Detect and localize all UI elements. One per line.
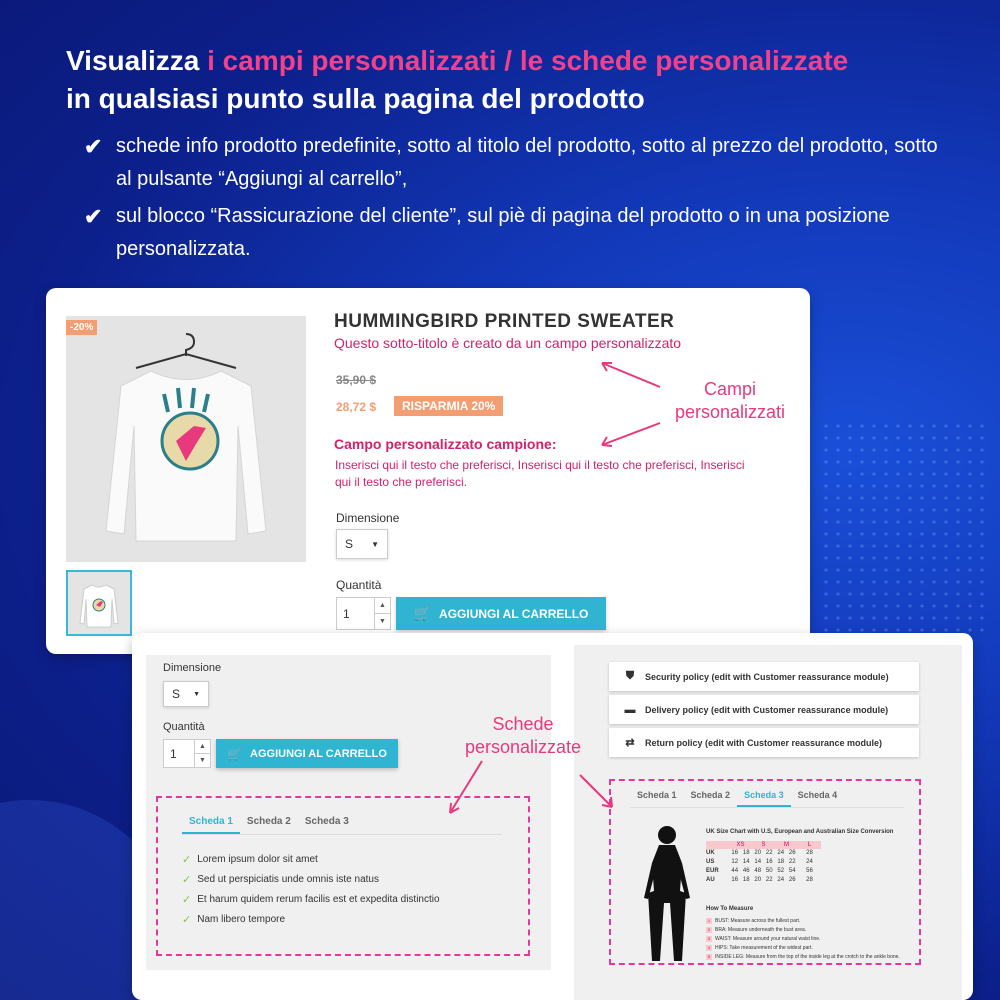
tab-scheda-2[interactable]: Scheda 2 (246, 816, 291, 827)
cell: 20 (752, 849, 764, 858)
reassurance-return[interactable] (609, 728, 919, 757)
new-price: 28,72 $ (336, 400, 377, 414)
decrement-icon[interactable]: ▼ (379, 618, 386, 625)
checkmark-icon: ✓ (182, 873, 192, 886)
product-thumbnail[interactable] (66, 570, 132, 636)
table-row (706, 858, 821, 867)
product-image[interactable] (66, 316, 306, 562)
quantity-value: 1 (343, 606, 350, 621)
reassurance-security[interactable] (609, 662, 919, 691)
row-label: AU (706, 876, 729, 885)
row-label: EUR (706, 867, 729, 876)
table-header-blank (706, 841, 729, 849)
annotation-tabs-arrows (440, 755, 630, 825)
cell: 16 (764, 858, 776, 867)
tab-content-list (182, 849, 440, 929)
row-label: UK (706, 849, 729, 858)
body-silhouette-icon (632, 823, 702, 963)
tab-bar-right (630, 790, 904, 808)
headline-part1: Visualizza (66, 45, 208, 76)
measure-number: 4 (707, 945, 711, 950)
checkmark-icon: ✔ (84, 204, 103, 229)
measure-list (706, 916, 900, 961)
measure-number: 2 (707, 927, 711, 932)
cell: 28 (798, 849, 821, 858)
quantity-arrows (374, 598, 390, 629)
size-label: Dimensione (163, 662, 222, 674)
cell: 48 (752, 867, 764, 876)
tab-scheda-2[interactable]: Scheda 2 (690, 790, 731, 800)
cell: 14 (752, 858, 764, 867)
annotation-custom-tabs: Schede personalizzate (464, 714, 582, 757)
bullet-text: schede info prodotto predefinite, sotto al titolo del prodotto, sotto al prezzo del prodotto, sotto al pulsante “Aggiungi al carrello”, (116, 135, 938, 190)
cell: 52 (775, 867, 787, 876)
list-item (706, 952, 900, 961)
reassurance-delivery[interactable] (609, 695, 919, 724)
table-row (706, 849, 821, 858)
cell: 24 (775, 849, 787, 858)
custom-field-title: Campo personalizzato campione: (334, 436, 557, 452)
cell: 16 (729, 876, 741, 885)
tab-scheda-3[interactable]: Scheda 3 (304, 816, 349, 827)
quantity-label: Quantità (163, 721, 205, 733)
list-item (182, 849, 440, 869)
increment-icon[interactable]: ▲ (375, 598, 390, 614)
cart-icon: 🛒 (413, 605, 432, 621)
truck-icon: ▬ (624, 703, 636, 716)
caret-down-icon: ▼ (371, 539, 379, 549)
measure-text: BRA: Measure underneath the bust area. (715, 926, 807, 933)
increment-icon[interactable]: ▲ (195, 740, 210, 754)
feature-bullets (84, 130, 944, 270)
table-header: M (775, 841, 798, 849)
table-header: L (798, 841, 821, 849)
cell: 24 (775, 876, 787, 885)
product-page-card (46, 288, 810, 654)
discount-badge: -20% (66, 320, 97, 335)
add-to-cart-label: AGGIUNGI AL CARRELLO (250, 747, 387, 760)
add-to-cart-label: AGGIUNGI AL CARRELLO (439, 606, 589, 621)
cell: 16 (729, 849, 741, 858)
decrement-icon[interactable]: ▼ (199, 757, 206, 764)
background-dots (820, 420, 990, 640)
list-item-text: Lorem ipsum dolor sit amet (197, 853, 318, 865)
caret-down-icon: ▼ (193, 690, 200, 698)
measure-number: 5 (707, 954, 711, 959)
cell: 14 (741, 858, 753, 867)
list-item (182, 909, 440, 929)
cell: 26 (787, 849, 799, 858)
measure-text: HIPS: Take measurement of the widest part. (715, 944, 813, 951)
quantity-stepper[interactable] (336, 597, 391, 630)
quantity-value: 1 (170, 746, 177, 761)
cell: 12 (729, 858, 741, 867)
measure-text: INSIDE LEG: Measure from the top of the inside leg at the crotch to the ankle bone. (715, 953, 900, 960)
size-select[interactable] (336, 529, 388, 559)
tab-scheda-1[interactable]: Scheda 1 (637, 790, 677, 800)
size-select-value: S (172, 687, 181, 701)
cell: 54 (787, 867, 799, 876)
size-chart-title: UK Size Chart with U.S, European and Australian Size Conversion (706, 829, 894, 835)
how-to-measure-title: How To Measure (706, 906, 754, 912)
measure-number: 3 (707, 936, 711, 941)
size-select-value: S (345, 537, 354, 551)
table-header: S (752, 841, 775, 849)
cell: 22 (764, 849, 776, 858)
list-item (182, 889, 440, 909)
list-item (182, 869, 440, 889)
add-to-cart-button[interactable] (216, 739, 398, 768)
list-item-text: Sed ut perspiciatis unde omnis iste natus (197, 873, 379, 885)
checkmark-icon: ✓ (182, 893, 192, 906)
shield-icon: ⛊ (625, 670, 635, 682)
tab-scheda-3[interactable]: Scheda 3 (737, 790, 791, 807)
custom-field-text: Inserisci qui il testo che preferisci, Inserisci qui il testo che preferisci, Inserisci qui il testo che preferisci. (335, 458, 745, 489)
measure-text: WAIST: Measure around your natural waist line. (715, 935, 821, 942)
reassurance-label: Security policy (edit with Customer reassurance module) (645, 671, 889, 682)
cell: 22 (787, 858, 799, 867)
reassurance-label: Return policy (edit with Customer reassurance module) (645, 737, 883, 748)
annotation-arrows (590, 355, 670, 455)
old-price: 35,90 $ (336, 373, 377, 387)
table-row (706, 867, 821, 876)
checkmark-icon: ✓ (182, 853, 192, 866)
save-badge: RISPARMIA 20% (394, 396, 503, 416)
cell: 28 (798, 876, 821, 885)
cell: 24 (798, 858, 821, 867)
size-label: Dimensione (336, 511, 400, 525)
add-to-cart-button[interactable] (396, 597, 606, 630)
list-item (706, 943, 900, 952)
cell: 56 (798, 867, 821, 876)
cell: 22 (764, 876, 776, 885)
sweater-illustration (66, 316, 306, 562)
measure-text: BUST: Measure across the fullest part. (715, 917, 801, 924)
cell: 50 (764, 867, 776, 876)
list-item-text: Nam libero tempore (197, 913, 286, 925)
quantity-label: Quantità (336, 578, 382, 592)
annotation-custom-fields: Campi personalizzati (674, 379, 786, 422)
cell: 20 (752, 876, 764, 885)
headline-highlight: i campi personalizzati / le schede personalizzate (207, 45, 849, 76)
quantity-stepper[interactable] (163, 739, 211, 768)
table-header: XS (729, 841, 752, 849)
list-item-text: Et harum quidem rerum facilis est et expedita distinctio (197, 893, 440, 905)
cell: 18 (741, 849, 753, 858)
table-row (706, 876, 821, 885)
bullet-text: sul blocco “Rassicurazione del cliente”, sul piè di pagina del prodotto o in una posizione personalizzata. (116, 205, 890, 260)
checkmark-icon: ✓ (182, 913, 192, 926)
checkmark-icon: ✔ (84, 134, 103, 159)
bullet-item (84, 200, 944, 266)
size-chart-table (706, 841, 821, 885)
sweater-thumbnail-icon (74, 575, 124, 631)
cell: 44 (729, 867, 741, 876)
bullet-item (84, 130, 944, 196)
reassurance-label: Delivery policy (edit with Customer reassurance module) (645, 704, 889, 715)
cell: 18 (741, 876, 753, 885)
return-arrows-icon: ⇄ (625, 737, 635, 749)
quantity-arrows (194, 740, 210, 767)
list-item (706, 925, 900, 934)
headline-line2: in qualsiasi punto sulla pagina del prodotto (66, 83, 645, 114)
tab-scheda-1[interactable]: Scheda 1 (182, 816, 240, 834)
cart-icon: 🛒 (227, 746, 243, 761)
measure-number: 1 (707, 918, 711, 923)
tab-scheda-4[interactable]: Scheda 4 (797, 790, 838, 800)
product-title: HUMMINGBIRD PRINTED SWEATER (334, 311, 675, 332)
list-item (706, 916, 900, 925)
cell: 18 (775, 858, 787, 867)
cell: 26 (787, 876, 799, 885)
row-label: US (706, 858, 729, 867)
size-select[interactable] (163, 681, 209, 707)
cell: 46 (741, 867, 753, 876)
product-subtitle: Questo sotto-titolo è creato da un campo personalizzato (334, 335, 682, 351)
list-item (706, 934, 900, 943)
headline (66, 42, 966, 118)
